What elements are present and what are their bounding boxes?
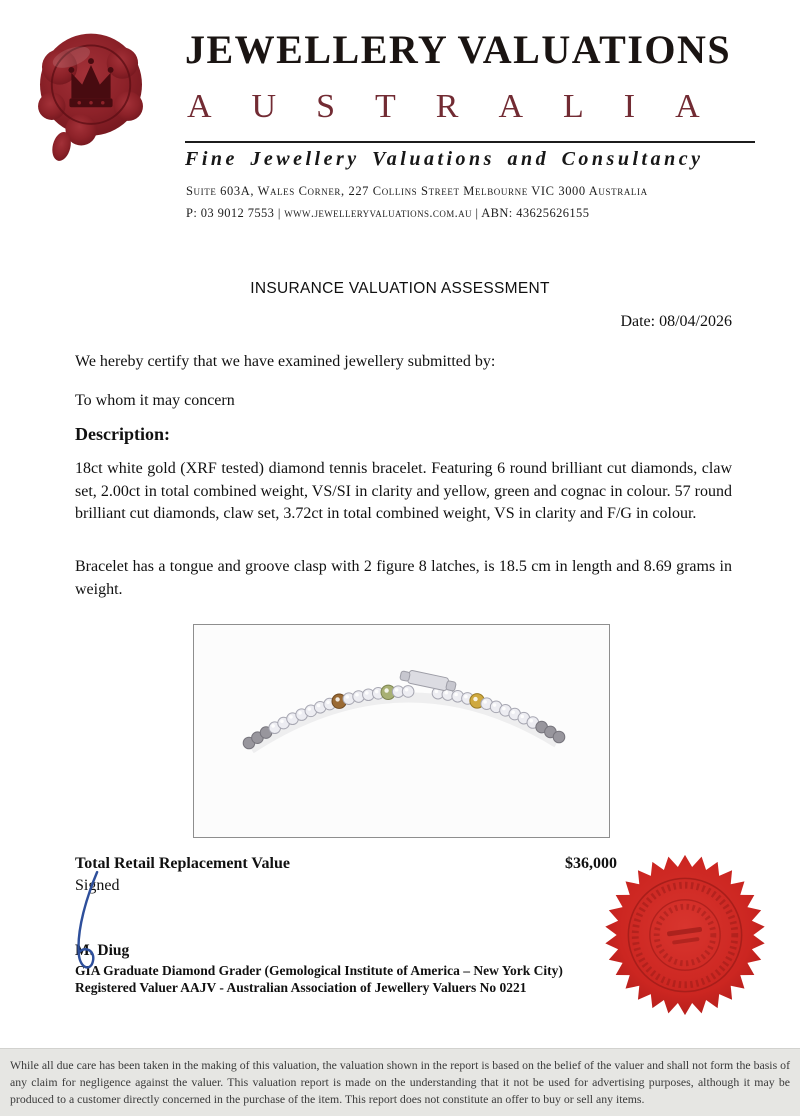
brand-title: JEWELLERY VALUATIONS [185,27,732,72]
item-photo-frame [193,624,610,838]
contact-line: P: 03 9012 7553 | www.jewelleryvaluations.com.au | ABN: 43625626155 [186,206,590,220]
footer-disclaimer [0,1048,800,1116]
disclaimer-text: While all due care has been taken in the making of this valuation, the valuation shown in the report is based on the belief of the valuer and shall not form the basis of any claim for negligence against the valuer. This valuation report is made on the understanding that it not be used for advertising purposes, although it may be produced to a customer directly concerned in the purchase of the item. This report does not constitute an offer to buy or sell any items. [10,1058,790,1107]
signature [56,866,128,978]
valuation-label: Total Retail Replacement Value [75,855,290,872]
bracelet-photo [194,625,609,837]
document-title: INSURANCE VALUATION ASSESSMENT [250,280,550,297]
description-paragraph-1: 18ct white gold (XRF tested) diamond tennis bracelet. Featuring 6 round brilliant cut diamonds, claw set, 2.00ct in total combined weight, VS/SI in clarity and yellow, green and cognac in colour. 57 round brilliant cut diamonds, claw set, 3.72ct in total combined weight, VS in clarity and F/G in colour. [75,460,732,522]
description-heading: Description: [75,424,170,444]
valuer-name: M. Diug [75,942,130,959]
description-paragraph-2: Bracelet has a tongue and groove clasp with 2 figure 8 latches, is 18.5 cm in length and 8.69 grams in weight. [75,558,732,598]
signed-label: Signed [75,877,120,894]
valuer-credential-2: Registered Valuer AAJV - Australian Association of Jewellery Valuers No 0221 [75,980,527,995]
wax-seal-logo-icon [22,16,160,168]
valuer-credential-1: GIA Graduate Diamond Grader (Gemological Institute of America – New York City) [75,963,563,978]
valuation-amount: $36,000 [565,855,617,872]
valuation-row [75,855,617,873]
embossed-seal-icon [602,852,768,1018]
brand-subtitle: AUSTRALIA [187,88,740,125]
recipient-line: To whom it may concern [75,392,235,409]
address-line: Suite 603A, Wales Corner, 227 Collins Street Melbourne VIC 3000 Australia [186,184,648,198]
date-line: Date: 08/04/2026 [620,313,732,330]
certify-line: We hereby certify that we have examined jewellery submitted by: [75,353,496,370]
header-divider-line [185,141,755,143]
tagline: Fine Jewellery Valuations and Consultancy [185,148,704,170]
